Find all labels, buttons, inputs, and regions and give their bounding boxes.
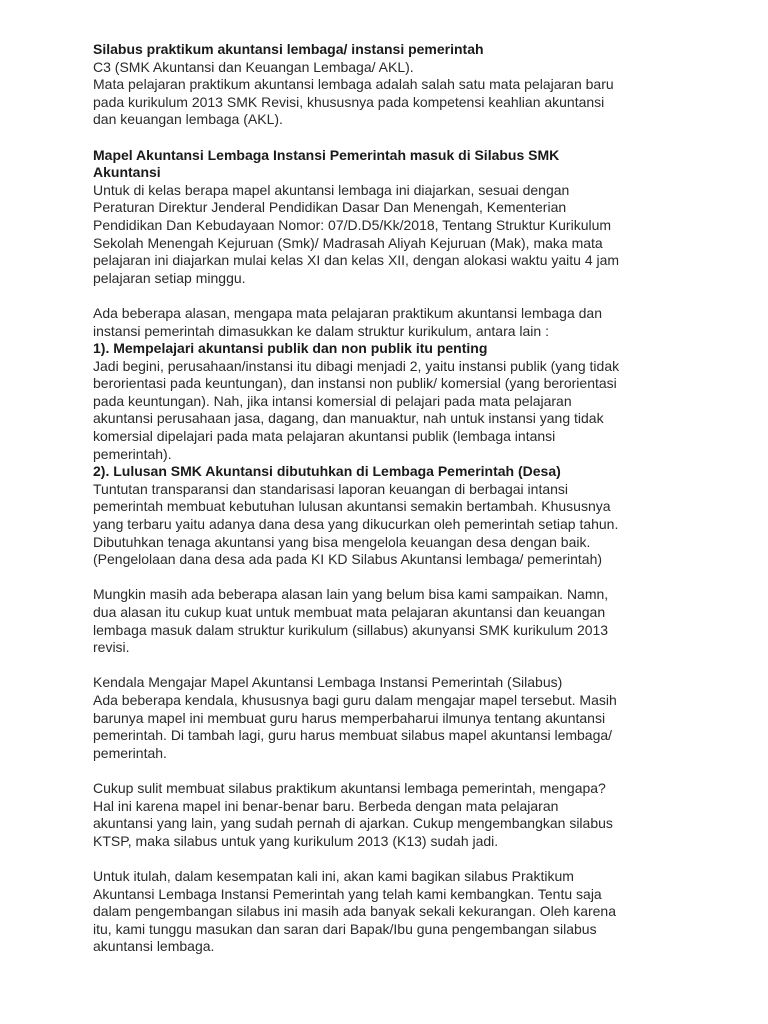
paragraph-line: Peraturan Direktur Jenderal Pendidikan Dasar Dan Menengah, Kementerian [93,199,567,216]
paragraph-line: Untuk di kelas berapa mapel akuntansi lembaga ini diajarkan, sesuai dengan [93,181,570,198]
section-heading: Mapel Akuntansi Lembaga Instansi Pemerintah masuk di Silabus SMK [93,146,560,163]
paragraph-gap [93,762,733,780]
paragraph-line: Sekolah Menengah Kejuruan (Smk)/ Madrasah Aliyah Kejuruan (Mak), maka mata [93,234,603,251]
paragraph-line: pelajaran ini diajarkan mulai kelas XI dan kelas XII, dengan alokasi waktu yaitu 4 jam [93,252,620,269]
paragraph-line: Jadi begini, perusahaan/instansi itu dibagi menjadi 2, yaitu instansi publik (yang tidak [93,357,620,374]
document-page [93,41,733,956]
paragraph-line: C3 (SMK Akuntansi dan Keuangan Lembaga/ AKL). [93,58,414,75]
paragraph-line: pemerintah). [93,445,172,462]
point-heading: 2). Lulusan SMK Akuntansi dibutuhkan di Lembaga Pemerintah (Desa) [93,463,561,480]
paragraph-line: yang terbaru yaitu adanya dana desa yang dikucurkan oleh pemerintah setiap tahun. [93,516,619,533]
paragraph-line: pada keuntungan). Nah, jika intansi komersial di pelajari pada mata pelajaran [93,392,572,409]
paragraph-line: pemerintah. Di tambah lagi, guru harus membuat silabus mapel akuntansi lembaga/ [93,727,613,744]
paragraph-line: Ada beberapa kendala, khususnya bagi guru dalam mengajar mapel tersebut. Masih [93,691,617,708]
paragraph-line: Mungkin masih ada beberapa alasan lain yang belum bisa kami sampaikan. Namn, [93,586,609,603]
paragraph-line: pemerintah membuat kebutuhan lulusan akuntansi semakin bertambah. Khususnya [93,498,611,515]
paragraph-line: lembaga masuk dalam struktur kurikulum (sillabus) akunyansi SMK kurikulum 2013 [93,621,609,638]
paragraph-line: pelajaran setiap minggu. [93,269,246,286]
paragraph-line: revisi. [93,639,130,656]
paragraph-line: Dibutuhkan tenaga akuntansi yang bisa mengelola keuangan desa dengan baik. [93,533,591,550]
paragraph-line: pada kurikulum 2013 SMK Revisi, khususnya pada kompetensi keahlian akuntansi [93,93,605,110]
paragraph-line: Untuk itulah, dalam kesempatan kali ini, akan kami bagikan silabus Praktikum [93,867,574,884]
paragraph-gap [93,129,733,147]
section-heading: Akuntansi [93,164,161,181]
paragraph-line: akuntansi lembaga. [93,938,215,955]
paragraph-line: akuntansi perusahaan jasa, dagang, dan manuaktur, nah untuk instansi yang tidak [93,410,604,427]
paragraph-line: Cukup sulit membuat silabus praktikum akuntansi lembaga pemerintah, mengapa? [93,779,606,796]
paragraph-line: itu, kami tunggu masukan dan saran dari Bapak/Ibu guna pengembangan silabus [93,920,597,937]
paragraph-line: berorientasi pada keuntungan), dan instansi non publik/ komersial (yang berorientasi [93,375,617,392]
paragraph-line: Pendidikan Dan Kebudayaan Nomor: 07/D.D5/Kk/2018, Tentang Struktur Kurikulum [93,216,612,233]
paragraph-line: barunya mapel ini membuat guru harus memperbaharui ilmunya tentang akuntansi [93,709,606,726]
paragraph-line: KTSP, maka silabus untuk yang kurikulum 2013 (K13) sudah jadi. [93,832,499,849]
paragraph-line: pemerintah. [93,744,167,761]
paragraph-gap [93,850,733,868]
paragraph-line: Tuntutan transparansi dan standarisasi laporan keuangan di berbagai intansi [93,480,569,497]
paragraph-line: instansi pemerintah dimasukkan ke dalam struktur kurikulum, antara lain : [93,322,549,339]
paragraph-line: Mata pelajaran praktikum akuntansi lembaga adalah salah satu mata pelajaran baru [93,76,614,93]
paragraph-line: Kendala Mengajar Mapel Akuntansi Lembaga Instansi Pemerintah (Silabus) [93,674,563,691]
paragraph-line: dalam pengembangan silabus ini masih ada banyak sekali kekurangan. Oleh karena [93,903,616,920]
paragraph-line: Ada beberapa alasan, mengapa mata pelajaran praktikum akuntansi lembaga dan [93,304,603,321]
paragraph-line: (Pengelolaan dana desa ada pada KI KD Silabus Akuntansi lembaga/ pemerintah) [93,551,603,568]
point-heading: 1). Mempelajari akuntansi publik dan non publik itu penting [93,340,488,357]
paragraph-gap [93,287,733,305]
paragraph-line: komersial dipelajari pada mata pelajaran akuntansi publik (lembaga intansi [93,428,556,445]
paragraph-gap [93,657,733,675]
paragraph-line: dua alasan itu cukup kuat untuk membuat mata pelajaran akuntansi dan keuangan [93,604,606,620]
paragraph-gap [93,569,733,587]
doc-title: Silabus praktikum akuntansi lembaga/ instansi pemerintah [93,41,484,57]
paragraph-line: Hal ini karena mapel ini benar-benar baru. Berbeda dengan mata pelajaran [93,797,559,814]
paragraph-line: Akuntansi Lembaga Instansi Pemerintah yang telah kami kembangkan. Tentu saja [93,885,602,902]
paragraph-line: akuntansi yang lain, yang sudah pernah di ajarkan. Cukup mengembangkan silabus [93,815,613,832]
paragraph-line: dan keuangan lembaga (AKL). [93,111,283,128]
